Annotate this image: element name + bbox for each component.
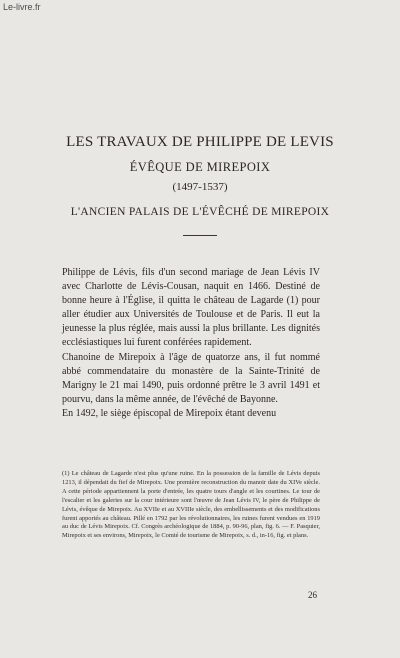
- title-divider: [183, 235, 217, 236]
- paragraph-1: Philippe de Lévis, fils d'un second mariage de Jean Lévis IV avec Charlotte de Lévis-Cousan, naquit en 1466. Destiné de bonne heure à l'Église, il quitta le château de Lagarde (1) pour aller étudier aux Universités de Toulouse et de Paris. Il eut la jeunesse la plus réglée, mais aussi la plus brillante. Les dignités ecclésiastiques lui furent conférées rapidement.: [62, 267, 320, 349]
- body-text: [62, 266, 320, 421]
- article-subtitle: ÉVÊQUE DE MIREPOIX: [129, 160, 271, 174]
- article-dates: (1497-1537): [172, 181, 228, 193]
- paragraph-2: Chanoine de Mirepoix à l'âge de quatorze ans, il fut nommé abbé commendataire du monastère de la Sainte-Trinité de Marigny le 21 mai 1490, puis ordonné prêtre le 3 avril 1491 et pourvu, dans la même année, de l'évêché de Bayonne.: [62, 351, 320, 405]
- paragraph-3: En 1492, le siège épiscopal de Mirepoix étant devenu: [62, 407, 277, 419]
- footnote-1: (1) Le château de Lagarde n'est plus qu'une ruine. En la possession de la famille de Lévis depuis 1213, il dépendait du fief de Mirepoix. Une première reconstruction du manoir date du XIVe siècle. A cette période appartiennent la porte d'entrée, les quatre tours d'angle et les courtines. Le tour de l'escalier et les galeries sur la cour intérieure sont l'œuvre de Jean Lévis IV, le père de Philippe de Lévis, évêque de Mirepoix. Au XVIIe et au XVIIIe siècle, des embellissements et des modifications furent apportés au château. Pillé en 1792 par les révolutionnaires, les ruines furent vendues en 1919 au duc de Lévis Mirepoix. Cf. Congrès archéologique de 1884, p. 90-96, plan, fig. 6. — F. Pasquier, Mirepoix et ses environs, Mirepoix, le Comté de tourisme de Mirepoix, s. d., in-16, fig. et plans.: [62, 470, 320, 540]
- section-heading: L'ANCIEN PALAIS DE L'ÉVÊCHÉ DE MIREPOIX: [70, 206, 330, 218]
- page-number: 26: [308, 590, 317, 600]
- watermark: Le-livre.fr: [3, 2, 41, 12]
- article-title: LES TRAVAUX DE PHILIPPE DE LEVIS: [66, 134, 334, 150]
- footnotes: [62, 470, 320, 541]
